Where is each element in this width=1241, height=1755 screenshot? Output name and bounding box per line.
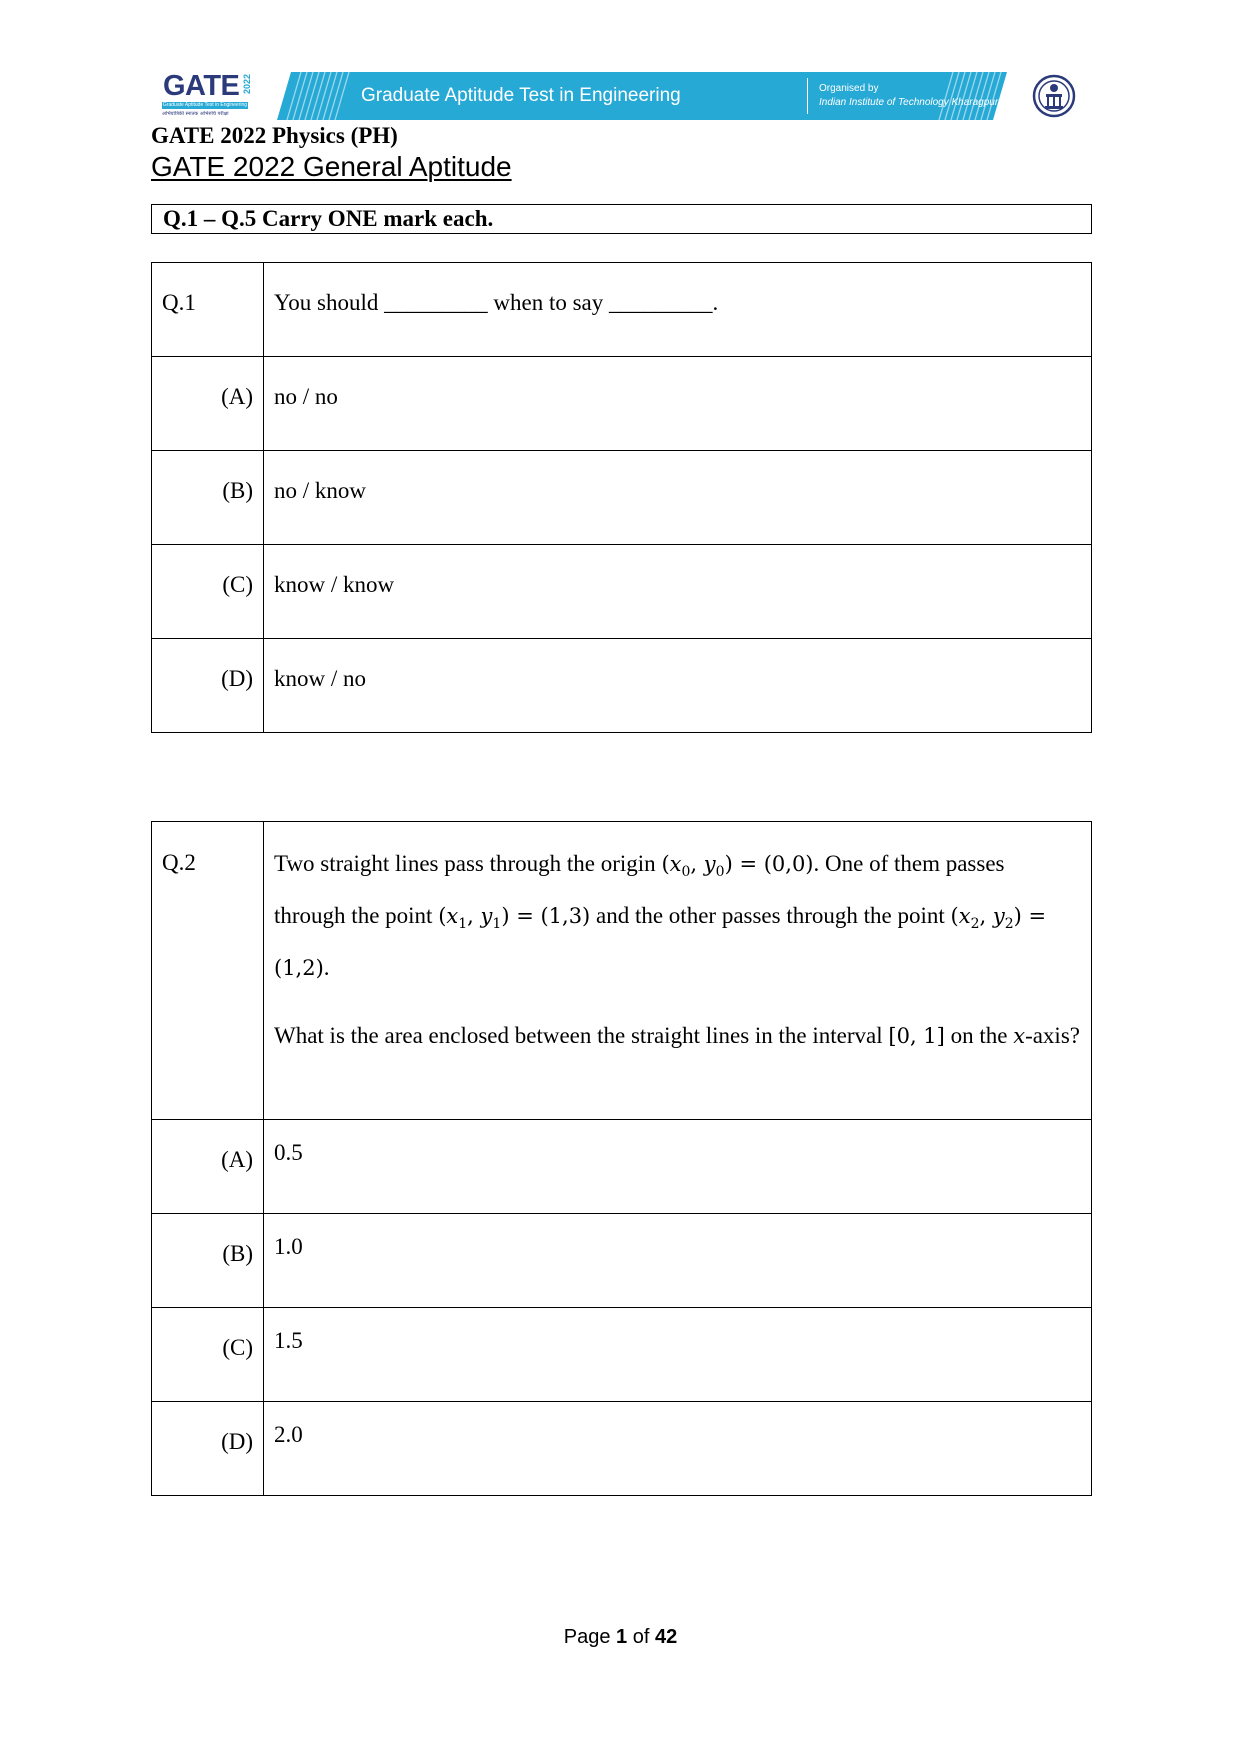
iit-kgp-emblem-icon: [1032, 74, 1076, 118]
math-var: x: [669, 852, 682, 876]
option-text: no / no: [274, 384, 338, 409]
question-number: Q.2: [162, 850, 196, 875]
option-label: (B): [222, 478, 253, 503]
option-label-cell: [152, 1214, 264, 1308]
math-subscript: 2: [1004, 916, 1014, 932]
question-row: [152, 263, 1092, 357]
option-label: (C): [222, 572, 253, 597]
math-origin: ($x_0$, $y_0) = (0,0)$: [661, 852, 814, 880]
gate-logo-text: GATE: [163, 70, 240, 102]
option-label-cell: [152, 451, 264, 545]
banner-title: Graduate Aptitude Test in Engineering: [361, 85, 681, 106]
option-row-d[interactable]: [152, 1402, 1092, 1496]
option-label: (D): [221, 666, 253, 691]
option-text-cell: [264, 1214, 1092, 1308]
option-label: (B): [222, 1241, 253, 1266]
question-stem: [264, 822, 1091, 1058]
option-label-cell: [152, 357, 264, 451]
option-text: 1.5: [274, 1328, 303, 1353]
stem-text: What is the area enclosed between the straight lines in the interval: [274, 1023, 889, 1048]
math-subscript: 1: [492, 916, 502, 932]
math-subscript: 2: [970, 916, 980, 932]
option-row-c[interactable]: [152, 545, 1092, 639]
option-label: (A): [221, 384, 253, 409]
banner-divider: [807, 78, 808, 114]
option-text-cell: [264, 1308, 1092, 1402]
option-text-cell: [264, 451, 1092, 545]
option-row-a[interactable]: [152, 357, 1092, 451]
option-text-cell: [264, 545, 1092, 639]
option-label-cell: [152, 545, 264, 639]
stem-text: on the: [944, 1023, 1014, 1048]
marks-note: Q.1 – Q.5 Carry ONE mark each.: [151, 204, 1092, 234]
math-point-2: ($x_2$, $y_2) = (1,2)$: [274, 904, 1047, 980]
option-row-d[interactable]: [152, 639, 1092, 733]
question-2-table: [151, 821, 1092, 1496]
stem-text: -axis?: [1025, 1023, 1080, 1048]
math-interval: [0, 1]: [888, 1024, 945, 1048]
organiser-name: Indian Institute of Technology Kharagpur: [819, 97, 999, 108]
gate-logo-subtitle: Graduate Aptitude Test in Engineering: [162, 102, 248, 108]
question-stem-cell: [264, 822, 1092, 1120]
stem-text: and the other passes through the point: [590, 903, 951, 928]
page-footer: [0, 1626, 1241, 1649]
math-var: y: [703, 852, 716, 876]
math-subscript: 0: [715, 864, 725, 880]
math-var: y: [480, 904, 493, 928]
option-label-cell: [152, 1402, 264, 1496]
of-word: of: [632, 1626, 650, 1648]
question-number-cell: [152, 822, 264, 1120]
option-text: 1.0: [274, 1234, 303, 1259]
stem-text: .: [323, 955, 330, 980]
option-text: know / no: [274, 666, 366, 691]
math-var: x: [958, 904, 971, 928]
option-row-b[interactable]: [152, 1214, 1092, 1308]
gate-logo-year: 2022: [242, 74, 252, 95]
math-subscript: 0: [681, 864, 691, 880]
option-label: (C): [222, 1335, 253, 1360]
page-word: Page: [563, 1626, 611, 1648]
question-1-table: [151, 262, 1092, 733]
page-current: 1: [616, 1626, 628, 1648]
option-label: (A): [221, 1147, 253, 1172]
option-text: 0.5: [274, 1140, 303, 1165]
question-stem-paragraph-2: [274, 1014, 1081, 1058]
header-banner: [160, 70, 1080, 122]
option-text: no / know: [274, 478, 366, 503]
question-row: [152, 822, 1092, 1120]
math-var: x: [1013, 1024, 1026, 1048]
title-banner: [277, 72, 1007, 120]
option-label: (D): [221, 1429, 253, 1454]
question-number-cell: [152, 263, 264, 357]
gate-logo-hindi: अभियांत्रिकी स्नातक अभिरुचि परीक्षा: [162, 111, 229, 117]
question-number: Q.1: [162, 290, 196, 315]
option-row-c[interactable]: [152, 1308, 1092, 1402]
stem-text: Two straight lines pass through the origin: [274, 851, 662, 876]
option-text-cell: [264, 357, 1092, 451]
stem-text: . One of them passes through the point: [274, 851, 1005, 928]
math-value: = (1,3): [509, 904, 591, 928]
math-value: = (0,0): [732, 852, 814, 876]
page-total: 42: [654, 1626, 678, 1648]
option-text-cell: [264, 1120, 1092, 1214]
math-var: x: [446, 904, 459, 928]
exam-title: GATE 2022 Physics (PH): [151, 123, 398, 148]
math-var: y: [992, 904, 1005, 928]
gate-logo: [160, 70, 255, 122]
math-subscript: 1: [458, 916, 468, 932]
option-label-cell: [152, 1308, 264, 1402]
option-row-a[interactable]: [152, 1120, 1092, 1214]
option-text-cell: [264, 1402, 1092, 1496]
option-label-cell: [152, 639, 264, 733]
section-title: GATE 2022 General Aptitude: [151, 151, 512, 182]
math-value: = (1,2): [274, 904, 1047, 980]
option-row-b[interactable]: [152, 451, 1092, 545]
option-text: know / know: [274, 572, 395, 597]
question-stem-cell: [264, 263, 1092, 357]
question-stem: You should _________ when to say _________.: [274, 290, 719, 315]
option-text-cell: [264, 639, 1092, 733]
organised-by-label: Organised by: [819, 83, 879, 94]
option-label-cell: [152, 1120, 264, 1214]
option-text: 2.0: [274, 1422, 303, 1447]
question-stem-paragraph-1: [274, 842, 1081, 990]
math-point-1: ($x_1$, $y_1) = (1,3)$: [438, 904, 591, 932]
